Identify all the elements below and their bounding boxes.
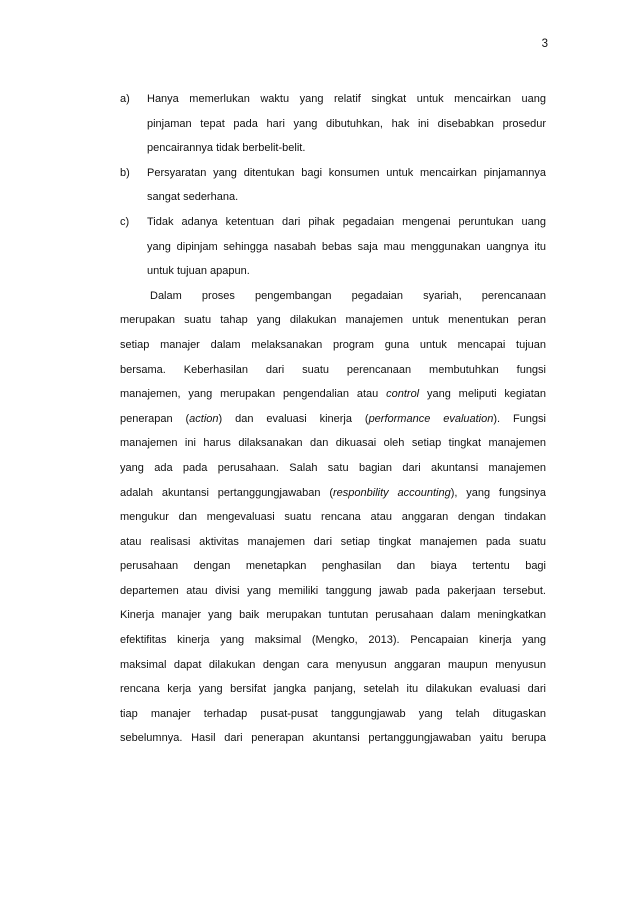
text-line: bersama. Keberhasilan dari suatu perencanaan membutuhkan fungsi — [120, 363, 546, 376]
text-line: setiap manajer dalam melaksanakan program guna untuk mencapai tujuan — [120, 338, 546, 351]
list-marker: c) — [120, 215, 130, 228]
text-line: untuk tujuan apapun. — [147, 265, 250, 278]
text-line: Tidak adanya ketentuan dari pihak pegadaian mengenai peruntukan uang — [147, 215, 546, 228]
text-run: adalah akuntansi pertanggungjawaban ( — [120, 486, 334, 499]
list-item-c — [120, 210, 546, 284]
text-line: sangat sederhana. — [147, 191, 239, 204]
page-number: 3 — [541, 38, 548, 50]
text-run: penerapan ( — [120, 412, 190, 425]
text-line: yang ada pada perusahaan. Salah satu bagian dari akuntansi manajemen — [120, 461, 546, 474]
text-line: sebelumnya. Hasil dari penerapan akuntansi pertanggungjawaban yaitu berupa — [120, 732, 546, 745]
text-line: manajemen ini harus dilaksanakan dan dikuasai oleh setiap tingkat manajemen — [120, 437, 546, 450]
text-line: departemen atau divisi yang memiliki tanggung jawab pada pakerjaan tersebut. — [120, 584, 546, 597]
text-run: ), yang fungsinya — [450, 486, 546, 499]
text-run: yang meliputi kegiatan — [419, 388, 546, 401]
text-line: rencana kerja yang bersifat jangka panjang, setelah itu dilakukan evaluasi dari — [120, 683, 546, 696]
text-line: perusahaan dengan menetapkan penghasilan dan biaya tertentu bagi — [120, 560, 546, 573]
text-line — [120, 481, 546, 506]
text-line: Persyaratan yang ditentukan bagi konsumen untuk mencairkan pinjamannya — [147, 166, 546, 179]
italic-term: control — [386, 388, 420, 401]
italic-term: performance evaluation — [368, 412, 494, 425]
text-line — [120, 382, 546, 407]
text-line: pencairannya tidak berbelit-belit. — [147, 142, 306, 155]
text-run: ). Fungsi — [493, 412, 546, 425]
text-run: manajemen, yang merupakan pengendalian atau — [120, 388, 387, 401]
text-line: Hanya memerlukan waktu yang relatif singkat untuk mencairkan uang — [147, 93, 546, 105]
italic-term: action — [189, 412, 219, 425]
text-line: merupakan suatu tahap yang dilakukan manajemen untuk menentukan peran — [120, 314, 546, 327]
list-marker: a) — [120, 93, 130, 105]
text-line: atau realisasi aktivitas manajemen dari setiap tingkat manajemen pada suatu — [120, 535, 546, 548]
text-line: pinjaman tepat pada hari yang dibutuhkan, hak ini disebabkan prosedur — [147, 117, 546, 130]
text-line: mengukur dan mengevaluasi suatu rencana atau anggaran dengan tindakan — [120, 511, 546, 524]
text-line: maksimal dapat dilakukan dengan cara menyusun anggaran maupun menyusun — [120, 658, 546, 671]
list-marker: b) — [120, 166, 130, 179]
document-body — [120, 87, 546, 751]
text-line: yang dipinjam sehingga nasabah bebas saja mau menggunakan uangnya itu — [147, 240, 546, 253]
text-line: Kinerja manajer yang baik merupakan tuntutan perusahaan dalam meningkatkan — [120, 609, 546, 622]
text-line — [120, 407, 546, 432]
italic-term: responbility accounting — [333, 486, 451, 499]
text-line: tiap manajer terhadap pusat-pusat tanggungjawab yang telah ditugaskan — [120, 707, 546, 720]
body-paragraph — [120, 284, 546, 751]
text-line: Dalam proses pengembangan pegadaian syariah, perencanaan — [150, 289, 546, 302]
list-item-b — [120, 161, 546, 210]
list-item-a — [120, 87, 546, 161]
text-run: ) dan evaluasi kinerja ( — [218, 412, 369, 425]
text-line: efektifitas kinerja yang maksimal (Mengko, 2013). Pencapaian kinerja yang — [120, 634, 546, 647]
